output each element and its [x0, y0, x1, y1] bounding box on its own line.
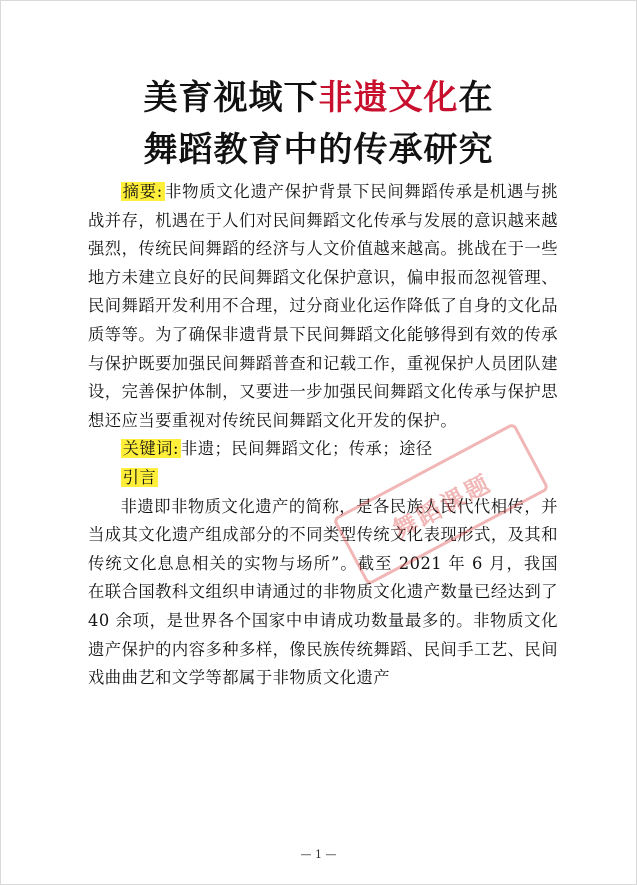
abstract-paragraph: [88, 178, 558, 435]
keywords-text: 非遗；民间舞蹈文化；传承；途径: [180, 439, 433, 459]
keywords-label: 关键词:: [122, 439, 179, 459]
intro-heading-row: [88, 464, 558, 493]
title-line-1: 美育视域下非遗文化在: [143, 78, 494, 118]
intro-heading: 引言: [122, 467, 157, 487]
intro-paragraph: 非遗即非物质文化遗产的简称，是各民族人民代代相传，并当成其文化遗产组成部分的不同类型传统文化表现形式，及其和传统文化息息相关的实物与场所”。截至 2021 年 6 月，我国在联合国教科文组织申请通过的非物质文化遗产数量已经达到了 40 余项，是世界各个国家中申请成功数量最多的。非物质文化遗产保护的内容多种多样，像民族传统舞蹈、民间手工艺、民间戏曲曲艺和文学等都属于非物质文化遗产: [88, 496, 558, 688]
watermark-stamp: 舞蹈课题: [332, 422, 550, 586]
title-highlight: 非遗文化: [318, 78, 459, 118]
keywords-paragraph: [88, 435, 558, 464]
page-number: — 1 —: [300, 848, 337, 861]
abstract-label: 摘要:: [122, 182, 163, 201]
document-body: [88, 178, 558, 693]
title-line-2: 舞蹈教育中的传承研究: [143, 130, 494, 170]
abstract-text: 非物质文化遗产保护背景下民间舞蹈传承是机遇与挑战并存，机遇在于人们对民间舞蹈文化传承与发展的意识越来越强烈，传统民间舞蹈的经济与人文价值越来越高。挑战在于一些地方未建立良好的民间舞蹈文化保护意识，偏申报而忽视管理、民间舞蹈开发利用不合理，过分商业化运作降低了自身的文化品质等等。为了确保非遗背景下民间舞蹈文化能够得到有效的传承与保护既要加强民间舞蹈普查和记载工作，重视保护人员团队建设，完善保护体制，又要进一步加强民间舞蹈文化传承与保护思想还应当要重视对传统民间舞蹈文化开发的保护。: [88, 182, 558, 430]
